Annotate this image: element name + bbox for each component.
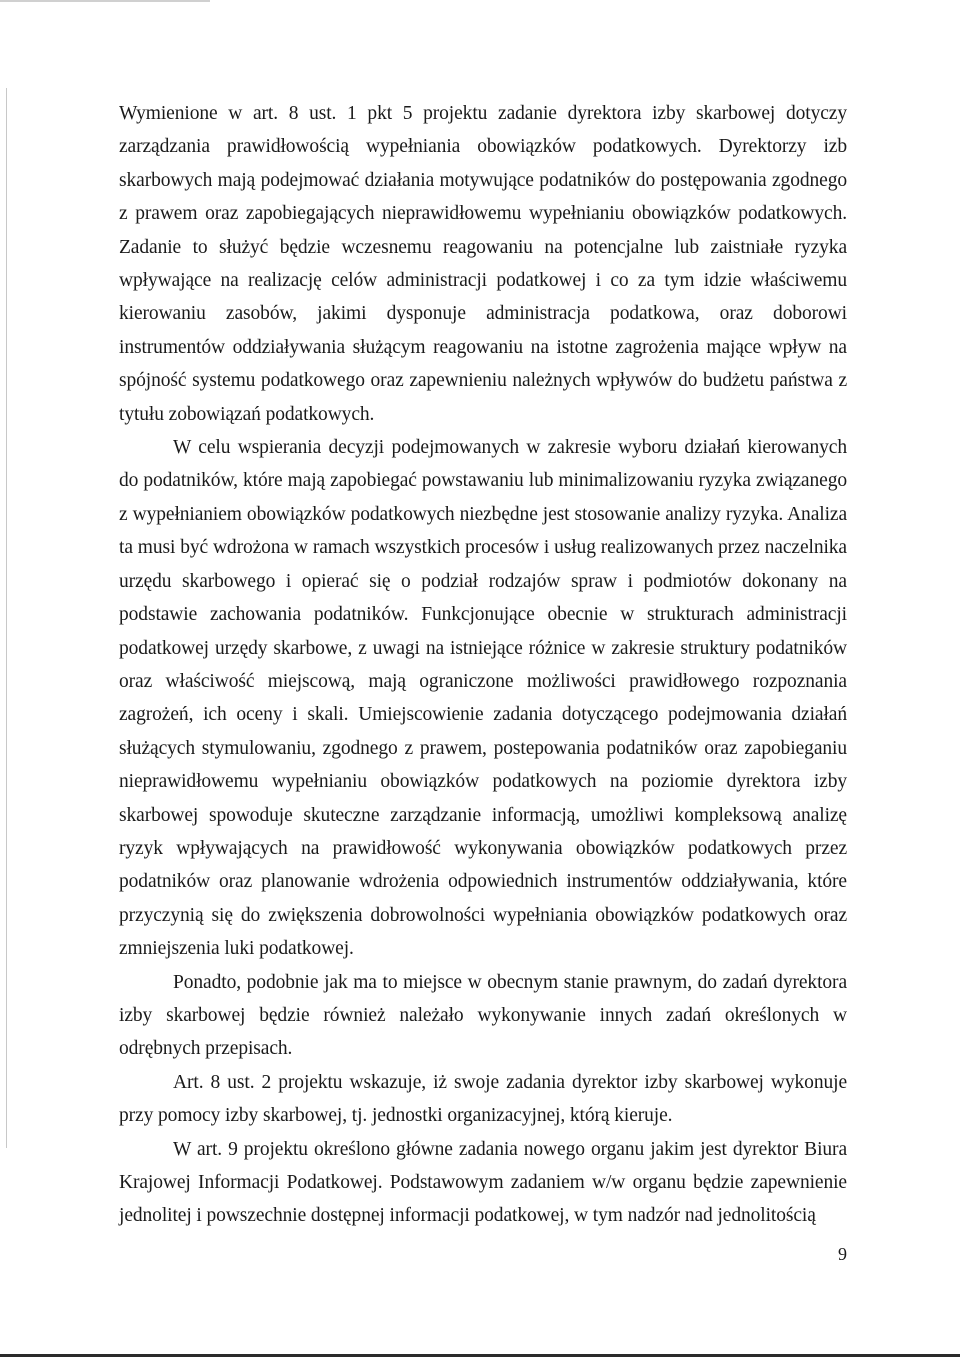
paragraph-2: W celu wspierania decyzji podejmowanych w zakresie wyboru działań kierowanych do podatników, które mają zapobiegać powstawaniu lub minimalizowaniu ryzyka związanego z wypełnianiem obowiązków podatkowych niezbędne jest stosowanie analizy ryzyka. Analiza ta musi być wdrożona w ramach wszystkich procesów i usług realizowanych przez naczelnika urzędu skarbowego i opierać się o podział rodzajów spraw i podmiotów dokonany na podstawie zachowania podatników. Funkcjonujące obecnie w strukturach administracji podatkowej urzędy skarbowe, z uwagi na istniejące różnice w zakresie struktury podatników oraz właściwość miejscową, mają ograniczone możliwości prawidłowego rozpoznania zagrożeń, ich oceny i skali. Umiejscowienie zadania dotyczącego podejmowania działań służących stymulowaniu, zgodnego z prawem, postepowania podatników oraz zapobieganiu nieprawidłowemu wypełnianiu obowiązków podatkowych na poziomie dyrektora izby skarbowej spowoduje skuteczne zarządzanie informacją, umożliwi kompleksową analizę ryzyk wpływających na prawidłowość wykonywania obowiązków podatkowych przez podatników oraz planowanie wdrożenia odpowiednich instrumentów oddziaływania, które przyczynią się do zwiększenia dobrowolności wypełniania obowiązków podatkowych oraz zmniejszenia luki podatkowej. <box>119 437 847 960</box>
paragraph-3: Ponadto, podobnie jak ma to miejsce w obecnym stanie prawnym, do zadań dyrektora izby skarbowej będzie również należało wykonywanie innych zadań określonych w odrębnych przepisach. <box>119 971 847 1060</box>
document-body <box>119 97 847 1233</box>
scan-artifact-top <box>0 0 210 2</box>
paragraph-4: Art. 8 ust. 2 projektu wskazuje, iż swoje zadania dyrektor izby skarbowej wykonuje przy pomocy izby skarbowej, tj. jednostki organizacyjnej, którą kieruje. <box>119 1071 847 1127</box>
paragraph-5: W art. 9 projektu określono główne zadania nowego organu jakim jest dyrektor Biura Krajowej Informacji Podatkowej. Podstawowym zadaniem w/w organu będzie zapewnienie jednolitej i powszechnie dostępnej informacji podatkowej, w tym nadzór nad jednolitością <box>119 1138 847 1227</box>
page-number: 9 <box>838 1244 847 1264</box>
paragraph-1: Wymienione w art. 8 ust. 1 pkt 5 projektu zadanie dyrektora izby skarbowej dotyczy zarządzania prawidłowością wypełniania obowiązków podatkowych. Dyrektorzy izb skarbowych mają podejmować działania motywujące podatników do postępowania zgodnego z prawem oraz zapobiegających nieprawidłowemu wypełnianiu obowiązków podatkowych. Zadanie to służyć będzie wczesnemu reagowaniu na potencjalne lub zaistniałe ryzyka wpływające na realizację celów administracji podatkowej i co za tym idzie właściwemu kierowaniu zasobów, jakimi dysponuje administracja podatkowa, oraz doborowi instrumentów oddziaływania służącym reagowaniu na istotne zagrożenia mające wpływ na spójność systemu podatkowego oraz zapewnieniu należnych wpływów do budżetu państwa z tytułu zobowiązań podatkowych. <box>119 103 847 425</box>
scan-artifact-left-edge <box>6 88 7 1148</box>
